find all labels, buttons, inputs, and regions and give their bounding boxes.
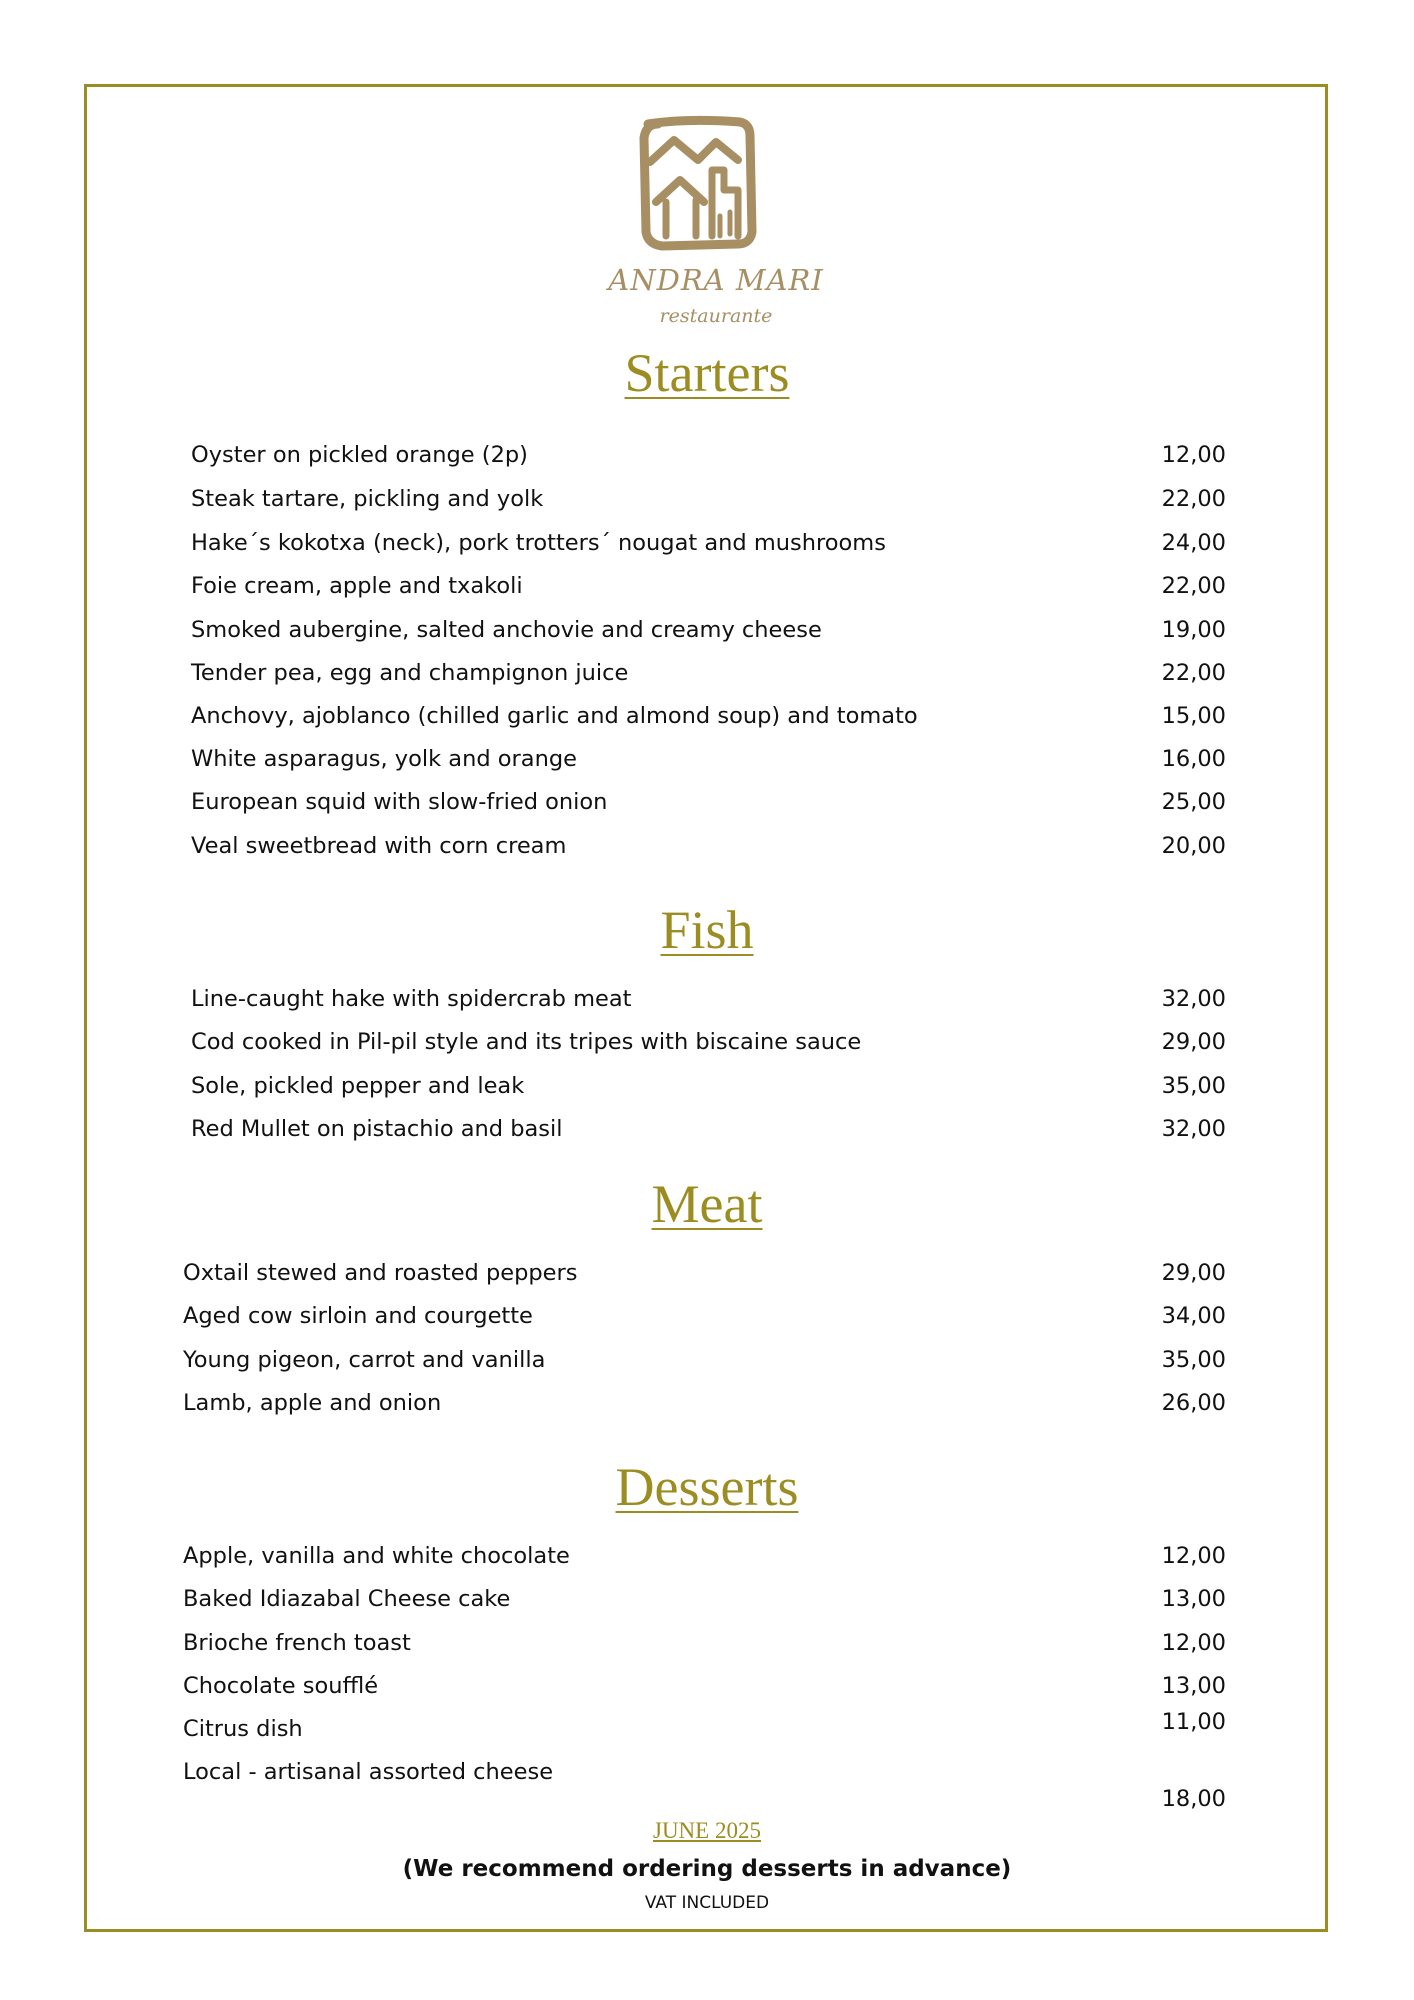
dish-name: Apple, vanilla and white chocolate <box>183 1543 570 1569</box>
dish-name: Aged cow sirloin and courgette <box>183 1303 533 1329</box>
menu-item <box>191 481 1226 517</box>
menu-item <box>191 655 1226 691</box>
menu-item <box>191 568 1226 604</box>
dish-name: Smoked aubergine, salted anchovie and creamy cheese <box>191 617 822 643</box>
menu-item <box>183 1298 1226 1334</box>
menu-item <box>191 981 1226 1017</box>
logo-wordmark: ANDRA MARI <box>608 263 824 297</box>
menu-item <box>191 1111 1226 1147</box>
menu-item <box>183 1581 1226 1617</box>
dish-name: Baked Idiazabal Cheese cake <box>183 1586 511 1612</box>
dish-name: Citrus dish <box>183 1716 303 1742</box>
section-title-fish: Fish <box>660 900 754 960</box>
dish-price: 19,00 <box>1161 617 1226 643</box>
menu-item <box>183 1538 1226 1574</box>
dish-name: Foie cream, apple and txakoli <box>191 573 523 599</box>
dish-price: 32,00 <box>1161 986 1226 1012</box>
dish-name: European squid with slow-fried onion <box>191 789 608 815</box>
dish-price: 29,00 <box>1161 1029 1226 1055</box>
menu-date: JUNE 2025 <box>653 1818 761 1843</box>
dish-price: 16,00 <box>1161 746 1226 772</box>
dish-price: 13,00 <box>1161 1586 1226 1612</box>
vat-note: VAT INCLUDED <box>644 1893 770 1913</box>
dish-price: 22,00 <box>1161 660 1226 686</box>
menu-item <box>191 698 1226 734</box>
menu-item <box>191 437 1226 473</box>
menu-item <box>191 525 1226 561</box>
dish-price: 12,00 <box>1161 1630 1226 1656</box>
dish-price: 34,00 <box>1161 1303 1226 1329</box>
dish-name: Steak tartare, pickling and yolk <box>191 486 544 512</box>
logo-tagline: restaurante <box>659 305 773 327</box>
dish-price: 26,00 <box>1161 1390 1226 1416</box>
section-title-desserts: Desserts <box>615 1457 799 1517</box>
menu-item <box>191 741 1226 777</box>
dish-name: Line-caught hake with spidercrab meat <box>191 986 632 1012</box>
menu-item <box>183 1385 1226 1421</box>
menu-item <box>183 1711 1226 1747</box>
section-title-meat: Meat <box>651 1174 763 1234</box>
dish-name: Local - artisanal assorted cheese <box>183 1759 554 1785</box>
dish-price: 12,00 <box>1161 1543 1226 1569</box>
dish-name: Red Mullet on pistachio and basil <box>191 1116 563 1142</box>
dish-price: 15,00 <box>1161 703 1226 729</box>
dish-price: 29,00 <box>1161 1260 1226 1286</box>
dish-name: Veal sweetbread with corn cream <box>191 833 567 859</box>
dish-name: Oyster on pickled orange (2p) <box>191 442 528 468</box>
dish-name: Tender pea, egg and champignon juice <box>191 660 629 686</box>
menu-item <box>191 784 1226 820</box>
section-title-starters: Starters <box>624 343 790 403</box>
menu-item <box>191 612 1226 648</box>
dish-name: Oxtail stewed and roasted peppers <box>183 1260 578 1286</box>
dish-price: 11,00 <box>1161 1709 1226 1735</box>
dish-name: Lamb, apple and onion <box>183 1390 442 1416</box>
menu-item <box>183 1255 1226 1291</box>
dish-price: 22,00 <box>1161 486 1226 512</box>
dish-price: 22,00 <box>1161 573 1226 599</box>
dish-name: Chocolate soufflé <box>183 1673 379 1699</box>
dish-price: 24,00 <box>1161 530 1226 556</box>
restaurant-logo <box>600 112 832 338</box>
menu-item <box>183 1754 1226 1790</box>
dessert-recommendation-note: (We recommend ordering desserts in advance) <box>402 1856 1012 1882</box>
menu-item <box>191 1068 1226 1104</box>
menu-item <box>191 828 1226 864</box>
dish-price: 32,00 <box>1161 1116 1226 1142</box>
menu-item <box>191 1024 1226 1060</box>
dish-name: Anchovy, ajoblanco (chilled garlic and almond soup) and tomato <box>191 703 918 729</box>
dish-price: 35,00 <box>1161 1073 1226 1099</box>
menu-item <box>183 1668 1226 1704</box>
dish-price: 13,00 <box>1161 1673 1226 1699</box>
dish-price: 25,00 <box>1161 789 1226 815</box>
menu-item <box>183 1342 1226 1378</box>
menu-item <box>183 1625 1226 1661</box>
dish-name: Cod cooked in Pil-pil style and its tripes with biscaine sauce <box>191 1029 862 1055</box>
dish-price: 35,00 <box>1161 1347 1226 1373</box>
dish-name: Brioche french toast <box>183 1630 411 1656</box>
dish-price: 20,00 <box>1161 833 1226 859</box>
dish-price: 12,00 <box>1161 442 1226 468</box>
dish-name: Young pigeon, carrot and vanilla <box>183 1347 546 1373</box>
dish-price: 18,00 <box>1161 1786 1226 1812</box>
dish-name: Sole, pickled pepper and leak <box>191 1073 525 1099</box>
dish-name: White asparagus, yolk and orange <box>191 746 577 772</box>
dish-name: Hake´s kokotxa (neck), pork trotters´ nougat and mushrooms <box>191 530 886 556</box>
